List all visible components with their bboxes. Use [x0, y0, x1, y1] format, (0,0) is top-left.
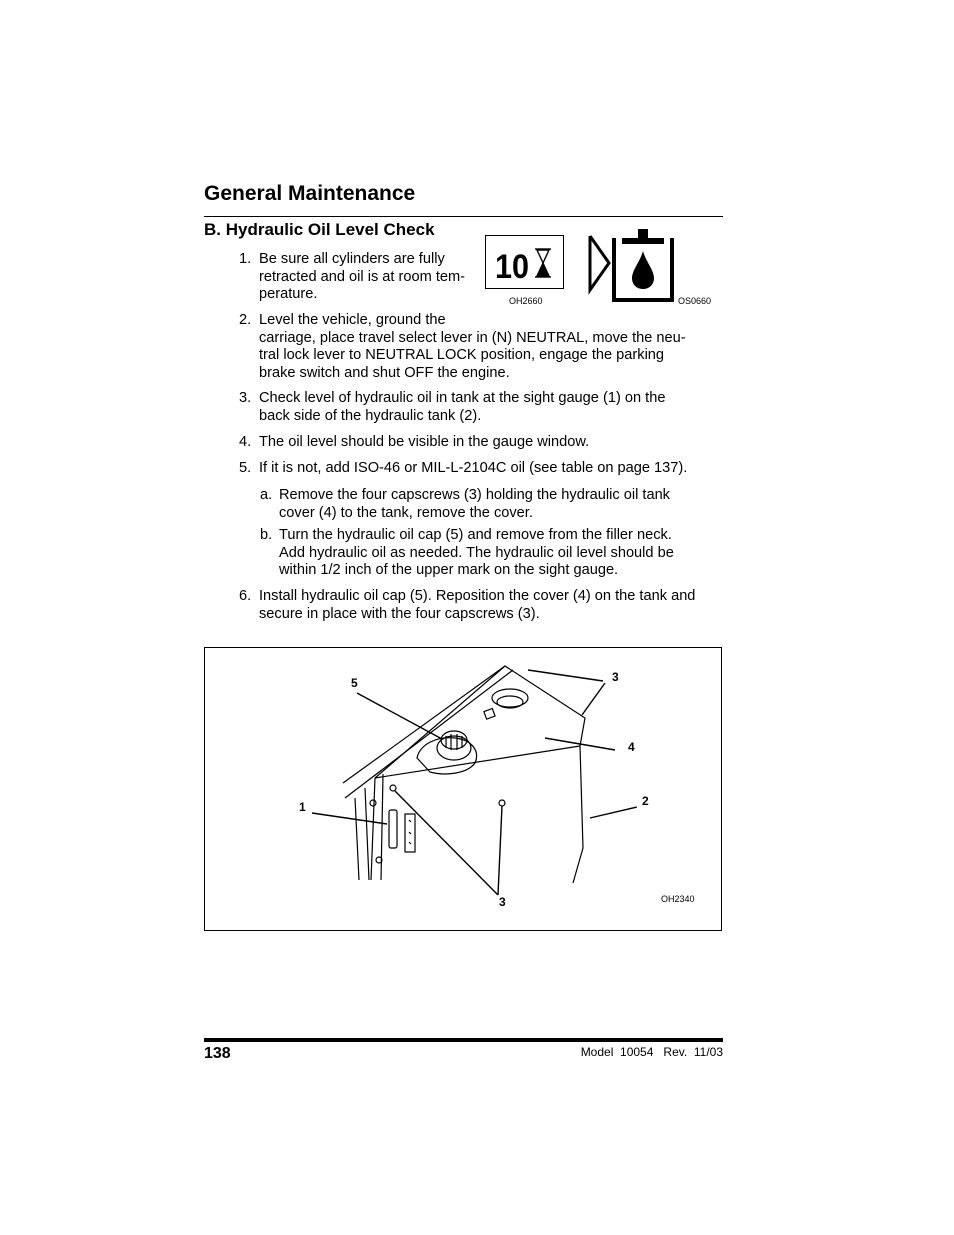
footer-rule [204, 1038, 723, 1042]
hydraulic-tank-figure [204, 647, 722, 931]
list-item: 5. If it is not, add ISO-46 or MIL-L-2104C oil (see table on page 137). [239, 460, 688, 476]
icon-caption-os0660: OS0660 [678, 296, 712, 306]
hydraulic-oil-reservoir-icon [587, 226, 677, 302]
page-number: 138 [204, 1045, 231, 1062]
list-item: b. Turn the hydraulic oil cap (5) and remove from the filler neck. Add hydraulic oil as needed. The hydraulic oil level should be within 1/2 inch of the upper mark on the sight gauge. [260, 527, 674, 578]
callout-2: 2 [642, 794, 649, 808]
callout-4: 4 [628, 740, 635, 754]
list-item: a. Remove the four capscrews (3) holding the hydraulic oil tank cover (4) to the tank, remove the cover. [260, 487, 670, 521]
callout-3-top: 3 [612, 670, 619, 684]
ten-hour-service-icon [485, 235, 564, 289]
subsection-title: B. Hydraulic Oil Level Check [204, 220, 435, 239]
hydraulic-tank-drawing [205, 648, 721, 930]
list-item: 4. The oil level should be visible in the gauge window. [239, 434, 590, 450]
model-revision: Model 10054 Rev. 11/03 [580, 1045, 723, 1059]
svg-text:10: 10 [495, 248, 529, 286]
list-item: 3. Check level of hydraulic oil in tank at the sight gauge (1) on the back side of the hydraulic tank (2). [239, 390, 666, 424]
title-rule [204, 216, 723, 217]
list-item: 2. Level the vehicle, ground the carriage, place travel select lever in (N) NEUTRAL, move the neu- tral lock lever to NEUTRAL LOCK position, engage the parking brake switch and shut OFF the engine. [239, 312, 686, 381]
list-item: 6. Install hydraulic oil cap (5). Reposition the cover (4) on the tank and secure in place with the four capscrews (3). [239, 588, 696, 622]
section-title: General Maintenance [204, 182, 416, 205]
figure-code: OH2340 [661, 894, 695, 904]
callout-3-bottom: 3 [499, 895, 506, 909]
callout-1: 1 [299, 800, 306, 814]
list-item: 1. Be sure all cylinders are fully retracted and oil is at room tem- perature. [239, 251, 466, 302]
icon-caption-oh2660: OH2660 [509, 296, 543, 306]
callout-5: 5 [351, 676, 358, 690]
